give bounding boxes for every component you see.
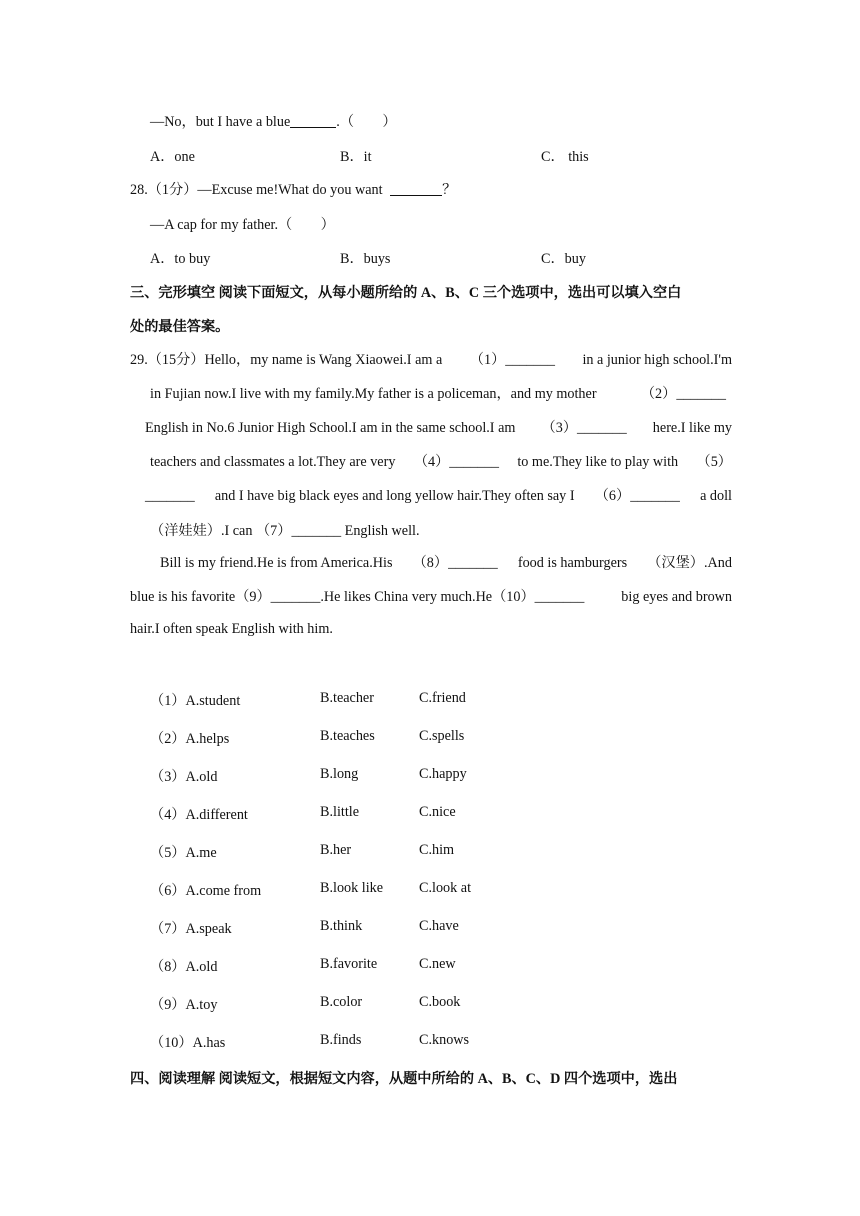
choice-row-7-a xyxy=(150,918,232,938)
passage-text: blue is his favorite（9）_______.He likes China very much.He（10）_______ xyxy=(130,589,585,605)
choice-number: （3） xyxy=(150,769,186,785)
passage-text: （汉堡）.And xyxy=(647,555,732,571)
choice-a: A.helps xyxy=(185,731,230,747)
passage-blank: （8）_______ xyxy=(412,555,498,571)
q29-passage-line-9: hair.I often speak English with him. xyxy=(130,621,333,637)
q28-stem: —Excuse me!What do you want xyxy=(197,182,387,198)
choice-row-6-c: C.look at xyxy=(419,880,472,896)
choice-row-9-b: B.color xyxy=(320,994,363,1010)
choice-row-6-b: B.look like xyxy=(320,880,384,896)
q29-passage-line-1 xyxy=(130,350,732,370)
q29-passage-line-4 xyxy=(150,452,732,472)
choice-number: （10） xyxy=(150,1035,193,1051)
section3-heading-line2: 处的最佳答案。 xyxy=(130,319,230,335)
choice-row-9-a xyxy=(150,994,217,1014)
choice-row-10-c: C.knows xyxy=(419,1032,470,1048)
choice-row-1-a xyxy=(150,690,240,710)
passage-blank: （1）_______ xyxy=(469,352,555,368)
choice-row-3-b: B.long xyxy=(320,766,359,782)
choice-number: （6） xyxy=(150,883,186,899)
choice-row-4-b: B.little xyxy=(320,804,360,820)
q28-reply: —A cap for my father.（ ） xyxy=(150,217,335,233)
passage-blank: _______ xyxy=(145,488,195,504)
choice-number: （4） xyxy=(150,807,186,823)
passage-blank: （5） xyxy=(696,454,732,470)
choice-a: A.old xyxy=(185,769,218,785)
choice-a: A.speak xyxy=(185,921,232,937)
passage-text: Bill is my friend.He is from America.His xyxy=(160,555,393,571)
choice-row-3-c: C.happy xyxy=(419,766,467,782)
q28-option-b: B．buys xyxy=(340,251,391,267)
choice-row-7-c: C.have xyxy=(419,918,459,934)
choice-number: （7） xyxy=(150,921,186,937)
passage-blank: （4）_______ xyxy=(413,454,499,470)
passage-text: to me.They like to play with xyxy=(517,454,679,470)
choice-a: A.come from xyxy=(185,883,262,899)
choice-row-6-a xyxy=(150,880,261,900)
passage-text: and I have big black eyes and long yellow hair.They often say I xyxy=(214,488,575,504)
answer-blank xyxy=(390,181,442,196)
q27-dialog: —No，but I have a blue xyxy=(150,114,291,130)
choice-number: （8） xyxy=(150,959,186,975)
passage-text: Hello，my name is Wang Xiaowei.I am a xyxy=(204,352,443,368)
choice-a: A.old xyxy=(185,959,218,975)
choice-row-1-c: C.friend xyxy=(419,690,466,706)
q29-passage-line-6: （洋娃娃）.I can （7）_______ English well. xyxy=(150,523,420,539)
passage-text: food is hamburgers xyxy=(517,555,628,571)
choice-number: （5） xyxy=(150,845,186,861)
q27-option-b: B．it xyxy=(340,149,372,165)
choice-row-8-b: B.favorite xyxy=(320,956,378,972)
choice-row-4-a xyxy=(150,804,248,824)
passage-text: in Fujian now.I live with my family.My father is a policeman，and my mother xyxy=(150,386,597,402)
q27-after-blank: .（ ） xyxy=(336,114,397,130)
choice-row-2-c: C.spells xyxy=(419,728,465,744)
choice-number: （9） xyxy=(150,997,186,1013)
passage-text: teachers and classmates a lot.They are very xyxy=(150,454,396,470)
q28-after-blank: ？ xyxy=(442,182,457,198)
choice-number: （2） xyxy=(150,731,186,747)
q27-option-c: C． this xyxy=(541,149,589,165)
choice-a: A.different xyxy=(185,807,248,823)
choice-row-3-a xyxy=(150,766,217,786)
passage-text: in a junior high school.I'm xyxy=(582,352,732,368)
q28-option-c: C．buy xyxy=(541,251,586,267)
passage-blank: （3）_______ xyxy=(541,420,627,436)
choice-row-9-c: C.book xyxy=(419,994,461,1010)
choice-row-5-c: C.him xyxy=(419,842,455,858)
q29-passage-line-5 xyxy=(145,486,732,506)
q29-passage-line-3 xyxy=(145,418,732,438)
q29-passage-line-2 xyxy=(150,384,726,404)
passage-blank: （2）_______ xyxy=(640,386,726,402)
choice-a: A.student xyxy=(185,693,241,709)
q29-passage-line-8 xyxy=(130,587,732,607)
choice-row-1-b: B.teacher xyxy=(320,690,374,706)
answer-blank xyxy=(290,113,336,128)
passage-blank: （6）_______ xyxy=(594,488,680,504)
choice-row-4-c: C.nice xyxy=(419,804,456,820)
passage-text: here.I like my xyxy=(652,420,732,436)
q27-option-a: A．one xyxy=(150,149,195,165)
section4-heading-line1: 四、阅读理解 阅读短文，根据短文内容，从题中所给的 A、B、C、D 四个选项中，选出 xyxy=(130,1071,678,1087)
choice-row-5-b: B.her xyxy=(320,842,352,858)
choice-row-8-a xyxy=(150,956,217,976)
q29-passage-line-7 xyxy=(160,553,732,573)
q28-number: 28.（1分） xyxy=(130,182,198,198)
q28-option-a: A．to buy xyxy=(150,251,211,267)
choice-row-8-c: C.new xyxy=(419,956,456,972)
choice-number: （1） xyxy=(150,693,186,709)
choice-row-2-b: B.teaches xyxy=(320,728,375,744)
choice-row-10-b: B.finds xyxy=(320,1032,362,1048)
choice-a: A.has xyxy=(192,1035,226,1051)
choice-a: A.me xyxy=(185,845,217,861)
choice-row-7-b: B.think xyxy=(320,918,363,934)
passage-text: a doll xyxy=(700,488,732,504)
passage-text: big eyes and brown xyxy=(621,589,732,605)
choice-row-10-a xyxy=(150,1032,225,1052)
choice-row-2-a xyxy=(150,728,229,748)
choice-a: A.toy xyxy=(185,997,218,1013)
q29-number: 29.（15分） xyxy=(130,352,205,368)
section3-heading-line1: 三、完形填空 阅读下面短文，从每小题所给的 A、B、C 三个选项中，选出可以填入空白 xyxy=(130,285,682,301)
passage-text: English in No.6 Junior High School.I am in the same school.I am xyxy=(145,420,516,436)
choice-row-5-a xyxy=(150,842,217,862)
